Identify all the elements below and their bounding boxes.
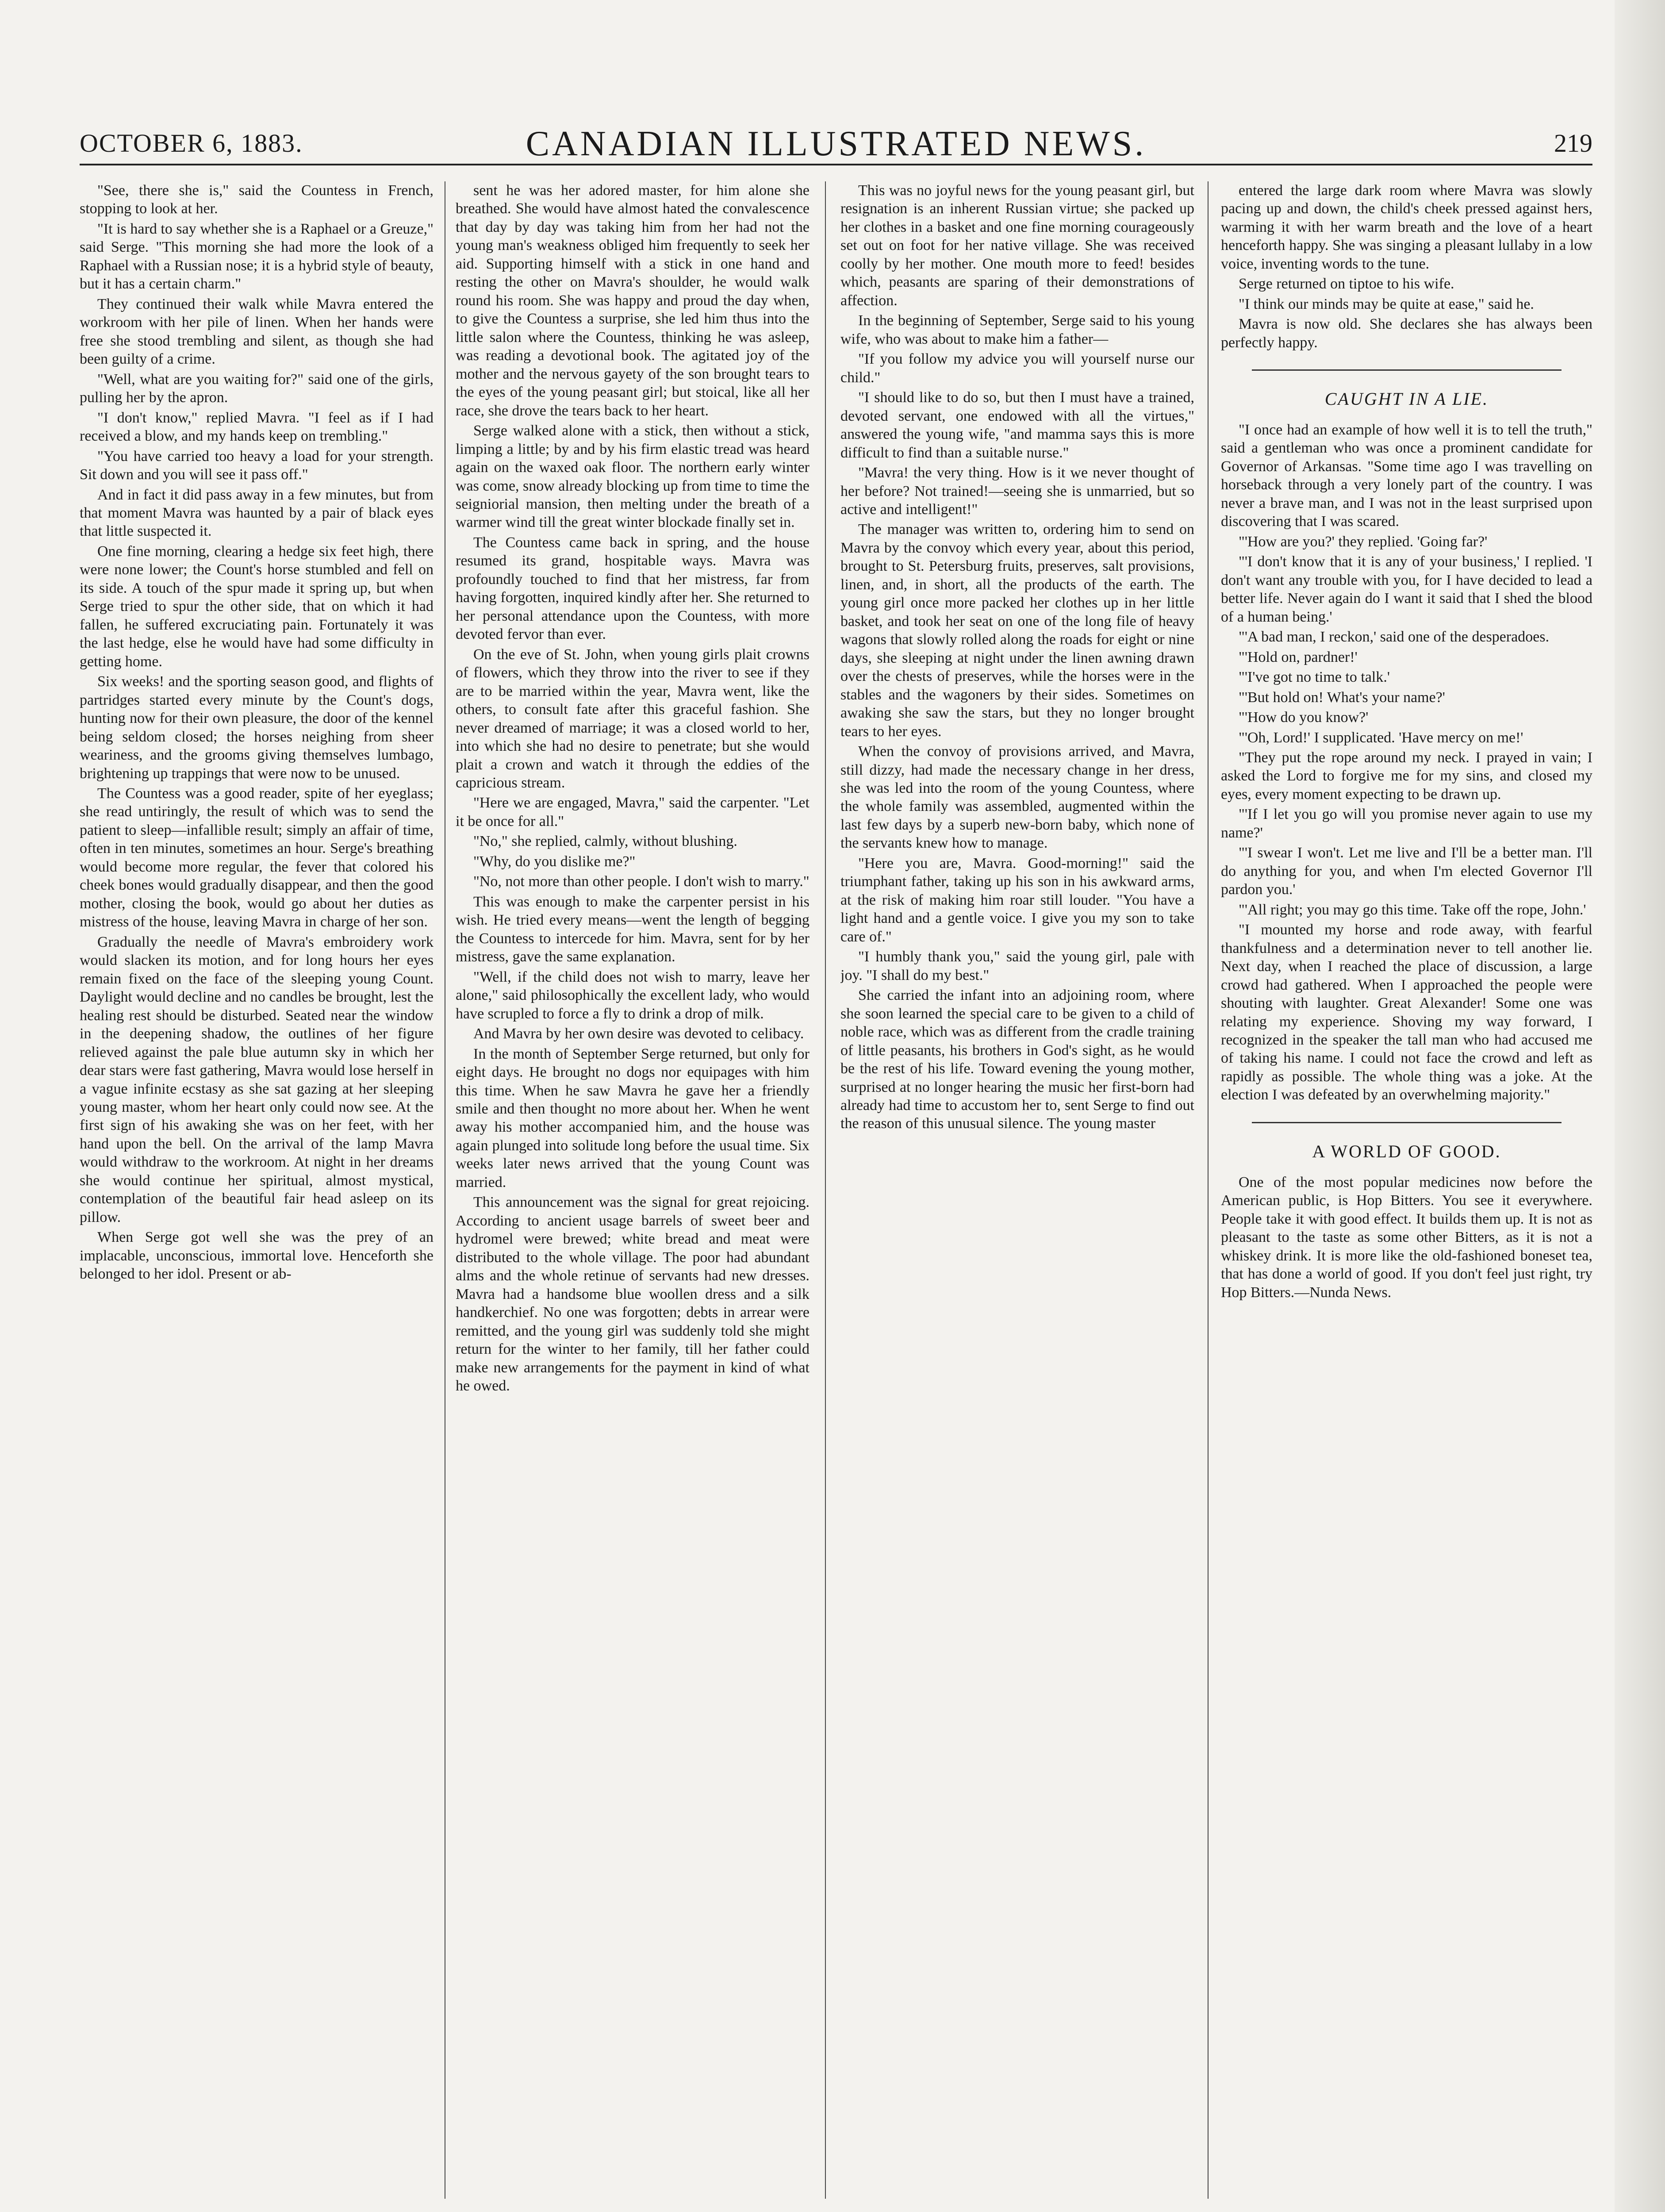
paragraph: And Mavra by her own desire was devoted to celibacy. xyxy=(473,1025,804,1042)
paragraph: "I once had an example of how well it is to tell the truth," said a gentleman who was once a prominent candidate for Governor of Arkansas. "Some time ago I was travelling on horseback through a very lonely part of the country. I was never a brave man, and I was not in the least surprised upon discovering that I was scared. xyxy=(1221,422,1592,530)
paragraph: "No, not more than other people. I don't wish to marry." xyxy=(473,873,809,890)
paragraph: This was enough to make the carpenter persist in his wish. He tried every means—went the length of begging the Countess to intercede for him. Mavra, sent for by her mistress, gave the same explanation. xyxy=(456,893,809,965)
paragraph: "See, there she is," said the Countess in French, stopping to look at her. xyxy=(80,182,434,217)
paragraph: Mavra is now old. She declares she has always been perfectly happy. xyxy=(1221,316,1592,351)
column-4 xyxy=(1221,181,1592,2212)
paragraph: "'A bad man, I reckon,' said one of the desperadoes. xyxy=(1239,629,1550,645)
paragraph: "'But hold on! What's your name?' xyxy=(1239,689,1445,706)
paragraph: "Well, if the child does not wish to marry, leave her alone," said philosophically the excellent lady, who would have scrupled to force a fly to drink a drop of milk. xyxy=(456,968,809,1022)
article-title-a-world-of-good: A WORLD OF GOOD. xyxy=(1312,1141,1501,1161)
paragraph: The manager was written to, ordering him to send on Mavra by the convoy which every year, about this period, brought to St. Petersburg fruits, preserves, salt provisions, linen, and, in short, all the products of the earth. The young girl once more packed her clothes up in her little basket, and took her seat on one of the long file of heavy wagons that slowly rolled along the roads for eight or nine days, she sleeping at night under the linen awning drawn over the chests of preserves, while the horses were in the stables and the wagoners by their sides. Sometimes on awaking she saw the stars, but they no longer brought tears to her eyes. xyxy=(840,521,1194,740)
paragraph: "'Oh, Lord!' I supplicated. 'Have mercy on me!' xyxy=(1239,729,1523,746)
column-2 xyxy=(456,181,809,2212)
paragraph: entered the large dark room where Mavra was slowly pacing up and down, the child's cheek pressed against hers, warming it with her warm breath and the love of a heart henceforth happy. She was singing a pleasant lullaby in a low voice, inventing words to the tune. xyxy=(1221,182,1592,272)
paragraph: Gradually the needle of Mavra's embroidery work would slacken its motion, and for long hours her eyes remain fixed on the face of the sleeping young Count. Daylight would decline and no candles be brought, lest the healing rest should be disturbed. Seated near the window in the deepening shadow, the outlines of her figure relieved against the pale blue autumn sky in which her dear stars were fast gathering, Mavra would lose herself in a vague infinite ecstasy as she sat gazing at her sleeping young master, whom her heart only could now see. At the first sign of his awaking she was on her feet, with her hand upon the bell. On the arrival of the lamp Mavra would withdraw to the workroom. At night in her dreams she would continue her spiritual, almost mystical, contemplation of the beautiful fair head asleep on its pillow. xyxy=(80,933,434,1225)
paragraph: The Countess was a good reader, spite of her eyeglass; she read untiringly, the result of which was to send the patient to sleep—infallible result; simply an affair of time, often in ten minutes, sometimes an hour. Serge's breathing would become more regular, the fever that colored his cheek bones would gradually disappear, and then the good mother, closing the book, would go about her duties as mistress of the house, leaving Mavra in charge of her son. xyxy=(80,785,434,930)
newspaper-title: CANADIAN ILLUSTRATED NEWS. xyxy=(526,124,1147,163)
paragraph: When Serge got well she was the prey of an implacable, unconscious, immortal love. Henceforth she belonged to her idol. Present or ab- xyxy=(80,1229,434,1283)
paragraph: This announcement was the signal for great rejoicing. According to ancient usage barrels of sweet beer and hydromel were brewed; white bread and meat were distributed to the whole village. The poor had abundant alms and the whole retinue of servants had new dresses. Mavra had a handsome blue woollen dress and a silk handkerchief. No one was forgotten; debts in arrear were remitted, and the young girl was suddenly told she might return for the winter to her family, till her father could make new arrangements for the payment in kind of what he owed. xyxy=(456,1194,809,1394)
paragraph: "It is hard to say whether she is a Raphael or a Greuze," said Serge. "This morning she had more the look of a Raphael with a Russian nose; it is a hybrid style of beauty, but it has a certain charm." xyxy=(80,220,434,292)
paragraph: One fine morning, clearing a hedge six feet high, there were none lower; the Count's horse stumbled and fell on its side. A touch of the spur made it spring up, but when Serge tried to spur the other side, that on which it had fallen, he suffered excruciating pain. Fortunately it was the last hedge, else he would have had some difficulty in getting home. xyxy=(80,543,434,670)
paragraph: "'I don't know that it is any of your business,' I replied. 'I don't want any trouble with you, for I have decided to lead a better life. Never again do I want it said that I shed the blood of a human being.' xyxy=(1221,553,1592,625)
paragraph: In the beginning of September, Serge said to his young wife, who was about to make him a father— xyxy=(840,312,1194,347)
paragraph: "'Hold on, pardner!' xyxy=(1239,649,1358,665)
paragraph: "'How do you know?' xyxy=(1239,709,1369,726)
paragraph: Serge returned on tiptoe to his wife. xyxy=(1239,276,1454,292)
paragraph: "Mavra! the very thing. How is it we never thought of her before? Not trained!—seeing she is unmarried, but so active and intelligent!" xyxy=(840,465,1194,518)
paragraph: "I don't know," replied Mavra. "I feel as if I had received a blow, and my hands keep on trembling." xyxy=(80,409,434,445)
paragraph: "You have carried too heavy a load for your strength. Sit down and you will see it pass off." xyxy=(80,448,434,483)
paragraph: "Here we are engaged, Mavra," said the carpenter. "Let it be once for all." xyxy=(456,795,809,830)
section-rule xyxy=(1252,369,1561,371)
column-1 xyxy=(80,181,434,2212)
paragraph: "No," she replied, calmly, without blushing. xyxy=(473,833,737,850)
paragraph: "'I've got no time to talk.' xyxy=(1239,669,1390,686)
paragraph: "'How are you?' they replied. 'Going far?' xyxy=(1239,533,1488,550)
paragraph: On the eve of St. John, when young girls plait crowns of flowers, which they throw into the river to see if they are to be married within the year, Mavra went, like the others, to consult fate after this graceful fashion. She never dreamed of marriage; it was a closed world to her, into which she had no desire to penetrate; but she would plait a crown and watch it through the eddies of the capricious stream. xyxy=(456,646,809,791)
paragraph: Serge walked alone with a stick, then without a stick, limping a little; by and by his firm elastic tread was heard again on the waxed oak floor. The northern early winter was come, snow already blocking up from time to time the seigniorial mansion, then melting under the breath of a warmer wind till the great winter blockade finally set in. xyxy=(456,422,809,531)
masthead xyxy=(80,111,1592,165)
paragraph: In the month of September Serge returned, but only for eight days. He brought no dogs nor equipages with him this time. When he saw Mavra he gave her a friendly smile and then thought no more about her. When he went away his mother accompanied him, and the house was again plunged into solitude long before the usual time. Six weeks later news arrived that the young Count was married. xyxy=(456,1045,809,1190)
paragraph: The Countess came back in spring, and the house resumed its grand, hospitable ways. Mavra was profoundly touched to find that her mistress, far from having forgotten, inquired kindly after her. She returned to her personal attendance upon the Countess, with more devoted fervor than ever. xyxy=(456,534,809,643)
paragraph: They continued their walk while Mavra entered the workroom with her pile of linen. When her hands were free she stood trembling and silent, as though she had been guilty of a crime. xyxy=(80,296,434,368)
issue-date: OCTOBER 6, 1883. xyxy=(80,129,303,157)
paragraph: "I think our minds may be quite at ease," said he. xyxy=(1239,296,1534,312)
paragraph: "Well, what are you waiting for?" said one of the girls, pulling her by the apron. xyxy=(80,371,434,406)
paragraph: "I should like to do so, but then I must have a trained, devoted servant, one endowed with all the virtues," answered the young wife, "and mamma says this is more difficult to find than a suitable nurse." xyxy=(840,389,1194,461)
paragraph: And in fact it did pass away in a few minutes, but from that moment Mavra was haunted by a pair of black eyes that little suspected it. xyxy=(80,486,434,540)
paragraph: One of the most popular medicines now before the American public, is Hop Bitters. You see it everywhere. People take it with good effect. It builds them up. It is not as pleasant to the taste as some other Bitters, as it is not a whiskey drink. It is more like the old-fashioned boneset tea, that has done a world of good. If you don't feel just right, try Hop Bitters.—Nunda News. xyxy=(1221,1174,1592,1301)
section-rule xyxy=(1252,1122,1561,1123)
page-number: 219 xyxy=(1554,129,1592,157)
paragraph: She carried the infant into an adjoining room, where she soon learned the special care to be given to a child of noble race, which was as different from the cradle training of little peasants, his brothers in God's sight, as he would be the rest of his life. Toward evening the young mother, surprised at no longer hearing the music her first-born had already had time to accustom her to, sent Serge to find out the reason of this unusual silence. The young master xyxy=(840,987,1194,1132)
paragraph: "'All right; you may go this time. Take off the rope, John.' xyxy=(1239,901,1586,918)
paragraph: When the convoy of provisions arrived, and Mavra, still dizzy, had made the necessary change in her dress, she was led into the room of the young Countess, where the whole family was assembled, augmented within the last few days by a superb new-born baby, which none of the servants knew how to manage. xyxy=(840,743,1194,852)
paragraph: "I humbly thank you," said the young girl, pale with joy. "I shall do my best." xyxy=(840,949,1194,983)
paragraph: "'I swear I won't. Let me live and I'll be a better man. I'll do anything for you, and when I'm elected Governor I'll pardon you.' xyxy=(1221,845,1592,898)
paragraph: "If you follow my advice you will yourself nurse our child." xyxy=(840,351,1194,386)
paragraph: "They put the rope around my neck. I prayed in vain; I asked the Lord to forgive me for my sins, and closed my eyes, every moment expecting to be drawn up. xyxy=(1221,749,1592,803)
paragraph: "Why, do you dislike me?" xyxy=(473,853,636,870)
paragraph: "Here you are, Mavra. Good-morning!" said the triumphant father, taking up his son in his awkward arms, at the risk of making him roar still louder. "You have a light hand and a gentle voice. I give you my son to take care of." xyxy=(840,855,1194,945)
column-divider xyxy=(825,181,826,2199)
paragraph: "I mounted my horse and rode away, with fearful thankfulness and a determination never to tell another lie. Next day, when I reached the place of discussion, a large crowd had gathered. When I approached the people were shouting with laughter. Great Alexander! Some one was relating my experience. Shoving my way forward, I recognized in the speaker the tall man who had accused me of taking his name. I could not face the crowd and left as rapidly as possible. The whole thing was a joke. At the election I was defeated by an overwhelming majority." xyxy=(1221,922,1592,1103)
page-edge-shadow xyxy=(1615,0,1665,2212)
paragraph: sent he was her adored master, for him alone she breathed. She would have almost hated the convalescence that day by day was taking him from her had not the young man's weakness obliged him frequently to seek her aid. Supporting himself with a stick in one hand and resting the other on Mavra's shoulder, he would walk round his room. She was happy and proud the day when, to give the Countess a surprise, she led him thus into the little salon where the Countess, thinking he was asleep, was reading a devotional book. The agitated joy of the mother and the nervous gayety of the son brought tears to the eyes of the young peasant girl; but stoical, like all her race, she drove the tears back to her heart. xyxy=(456,182,809,419)
article-title-caught-in-a-lie: CAUGHT IN A LIE. xyxy=(1324,389,1489,409)
paragraph: Six weeks! and the sporting season good, and flights of partridges started every minute by the Count's dogs, hunting now for their own pleasure, the door of the kennel being seldom closed; the horses neighing from sheer weariness, and the grooms giving themselves lumbago, brightening up trappings that were now to be unused. xyxy=(80,673,434,782)
paragraph: This was no joyful news for the young peasant girl, but resignation is an inherent Russian virtue; she packed up her clothes in a basket and one fine morning courageously set out on foot for her native village. She was received coolly by her mother. One mouth more to feed! besides which, peasants are sparing of their demonstrations of affection. xyxy=(840,182,1194,309)
column-3 xyxy=(840,181,1194,2212)
paragraph: "'If I let you go will you promise never again to use my name?' xyxy=(1221,806,1592,841)
